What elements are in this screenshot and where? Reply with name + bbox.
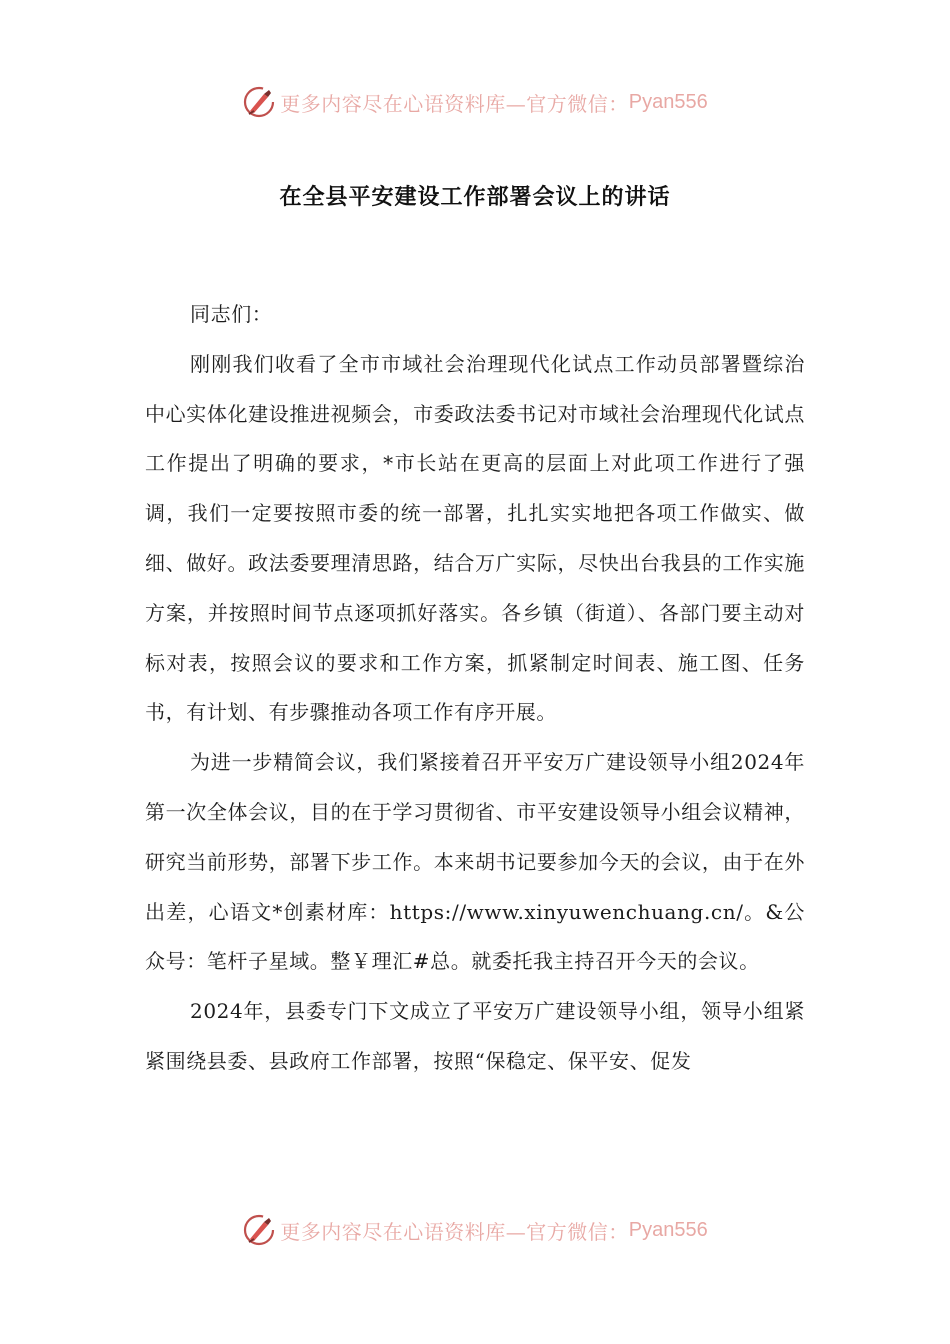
banner-text: 更多内容尽在心语资料库—官方微信：	[280, 91, 629, 116]
document-title: 在全县平安建设工作部署会议上的讲话	[279, 185, 671, 210]
quill-pen-logo-icon	[242, 1213, 276, 1247]
paragraph: 刚刚我们收看了全市市域社会治理现代化试点工作动员部署暨综治中心实体化建设推进视频会，市委政法委书记对市域社会治理现代化试点工作提出了明确的要求，*市长站在更高的层面上对此项工作进行了强调，我们一定要按照市委的统一部署，扎扎实实地把各项工作做实、做细、做好。政法委要理清思路，结合万广实际，尽快出台我县的工作实施方案，并按照时间节点逐项抓好落实。各乡镇（街道）、各部门要主动对标对表，按照会议的要求和工作方案，抓紧制定时间表、施工图、任务书，有计划、有步骤推动各项工作有序开展。	[145, 351, 805, 725]
quill-pen-logo-icon	[242, 85, 276, 119]
paragraph: 2024年，县委专门下文成立了平安万广建设领导小组，领导小组紧紧围绕县委、县政府工作部署，按照“保稳定、保平安、促发	[145, 999, 805, 1073]
banner-wechat-id: Pyan556	[628, 90, 708, 113]
paragraph: 为进一步精简会议，我们紧接着召开平安万广建设领导小组2024年第一次全体会议，目的在于学习贯彻省、市平安建设领导小组会议精神，研究当前形势，部署下步工作。本来胡书记要参加今天的会议，由于在外出差，心语文*创素材库：https://www.xinyuwenchuang.cn/。&公众号：笔杆子星域。整￥理汇#总。就委托我主持召开今天的会议。	[145, 750, 805, 974]
document-body	[145, 290, 805, 1087]
footer-watermark-banner	[0, 1210, 950, 1250]
banner-wechat-id: Pyan556	[628, 1218, 708, 1241]
banner-text: 更多内容尽在心语资料库—官方微信：	[280, 1219, 629, 1244]
header-watermark-banner	[0, 82, 950, 122]
salutation: 同志们：	[190, 302, 273, 326]
